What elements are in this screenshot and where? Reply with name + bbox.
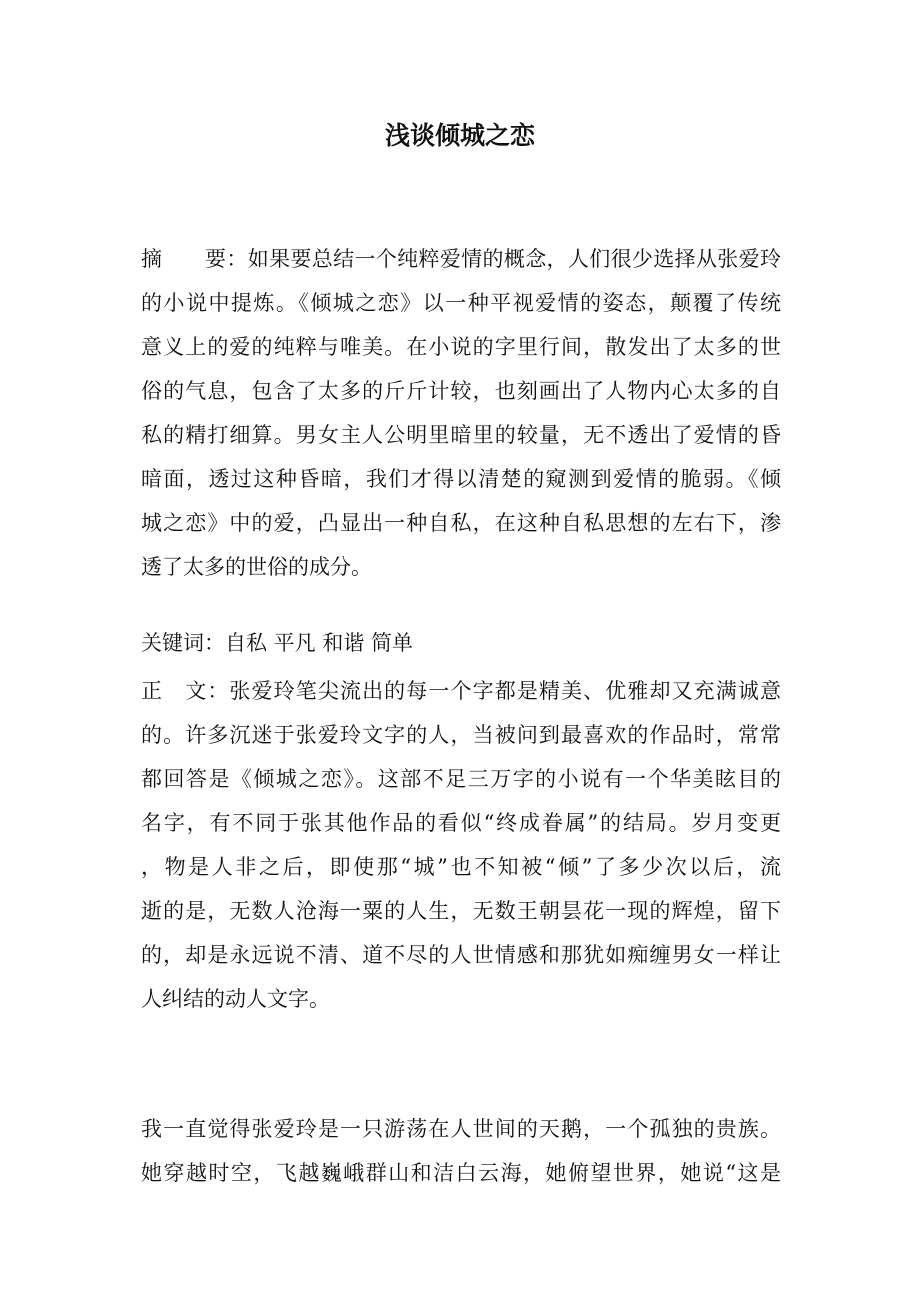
main-text-line: 人纠结的动人文字。 (141, 987, 330, 1011)
abstract-line: 透了太多的世俗的成分。 (141, 555, 372, 579)
main-text-line: 的，却是永远说不清、道不尽的人世情感和那犹如痴缠男女一样让 (141, 943, 781, 967)
abstract-line: 意义上的爱的纯粹与唯美。在小说的字里行间，散发出了太多的世 (141, 335, 781, 359)
abstract-line: 暗面，透过这种昏暗，我们才得以清楚的窥测到爱情的脆弱。《倾 (141, 467, 781, 491)
abstract-line: 俗的气息，包含了太多的斤斤计较，也刻画出了人物内心太多的自 (141, 379, 781, 403)
main-text-line: ，物是人非之后，即使那“城”也不知被“倾”了多少次以后，流 (141, 855, 781, 879)
keywords-paragraph (141, 621, 781, 665)
second-paragraph-line: 我一直觉得张爱玲是一只游荡在人世间的天鹅，一个孤独的贵族。 (141, 1117, 781, 1141)
main-text-paragraph (141, 669, 781, 1021)
main-text-line: 名字，有不同于张其他作品的看似“终成眷属”的结局。岁月变更 (141, 811, 781, 835)
abstract-line: 城之恋》中的爱，凸显出一种自私，在这种自私思想的左右下，渗 (141, 511, 781, 535)
second-paragraph-line: 她穿越时空，飞越巍峨群山和洁白云海，她俯望世界，她说“这是 (141, 1161, 781, 1185)
abstract-line: 私的精打细算。男女主人公明里暗里的较量，无不透出了爱情的昏 (141, 423, 781, 447)
main-text-line: 都回答是《倾城之恋》。这部不足三万字的小说有一个华美眩目的 (141, 767, 781, 791)
document-title: 浅谈倾城之恋 (384, 121, 535, 150)
main-text-line: 正 文：张爱玲笔尖流出的每一个字都是精美、优雅却又充满诚意 (141, 679, 781, 703)
second-paragraph (141, 1107, 781, 1195)
main-text-line: 逝的是，无数人沧海一粟的人生，无数王朝昙花一现的辉煌，留下 (141, 899, 781, 923)
abstract-line: 摘 要：如果要总结一个纯粹爱情的概念，人们很少选择从张爱玲 (141, 247, 781, 271)
abstract-line: 的小说中提炼。《倾城之恋》以一种平视爱情的姿态，颠覆了传统 (141, 291, 781, 315)
abstract-paragraph (141, 237, 781, 589)
main-text-line: 的。许多沉迷于张爱玲文字的人，当被问到最喜欢的作品时，常常 (141, 723, 781, 747)
keywords-line: 关键词：自私 平凡 和谐 简单 (141, 631, 414, 655)
